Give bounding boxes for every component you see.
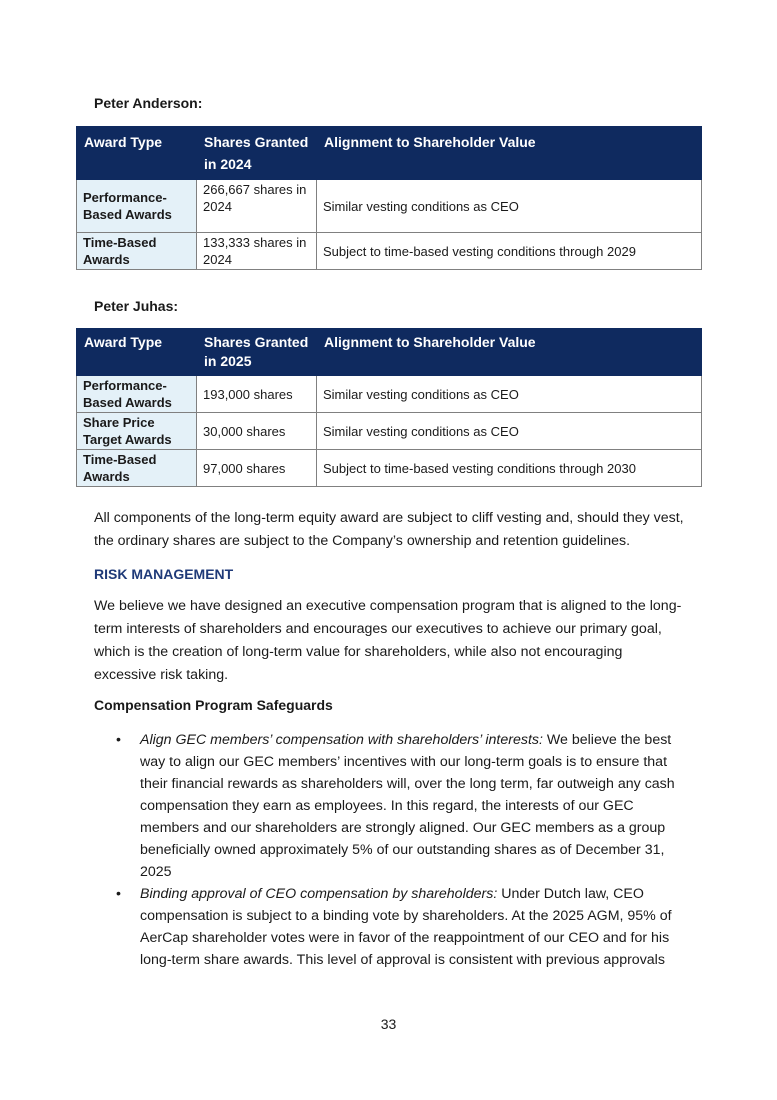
award-type-cell: Share Price Target Awards xyxy=(77,413,197,450)
alignment-cell: Subject to time-based vesting conditions through 2029 xyxy=(317,233,702,270)
shares-cell: 133,333 shares in 2024 xyxy=(197,233,317,270)
alignment-cell: Similar vesting conditions as CEO xyxy=(317,413,702,450)
alignment-cell: Subject to time-based vesting conditions through 2030 xyxy=(317,450,702,487)
award-type-cell: Performance-Based Awards xyxy=(77,376,197,413)
alignment-cell: Similar vesting conditions as CEO xyxy=(317,180,702,233)
risk-paragraph: We believe we have designed an executive compensation program that is aligned to the long-term interests of shareholders and encourages our executives to achieve our primary goal, which is the creation of long-term value for shareholders, while also not encouraging excessive risk taking. xyxy=(94,598,682,683)
award-type-cell: Performance-Based Awards xyxy=(77,180,197,233)
page-number: 33 xyxy=(380,1016,397,1032)
juhas-heading: Peter Juhas: xyxy=(94,298,179,314)
bullet-text: We believe the best way to align our GEC members’ incentives with our long-term goals is to ensure that their financial rewards as shareholders will, over the long term, far outweigh any cash compensation they earn as employees. In this regard, the interests of our GEC members and our shareholders are strongly aligned. Our GEC members as a group beneficially owned approximately 5% of our outstanding shares as of December 31, 2025 xyxy=(140,732,675,880)
bullet-lead: Align GEC members’ compensation with shareholders’ interests: xyxy=(140,732,543,748)
bullet-icon: • xyxy=(116,886,121,902)
bullet-text: Under Dutch law, CEO compensation is subject to a binding vote by shareholders. At the 2025 AGM, 95% of AerCap shareholder votes were in favor of the reappointment of our CEO and for his long-term share awards. This level of approval is consistent with previous approvals xyxy=(140,886,672,968)
bullet-item xyxy=(116,883,684,971)
bullet-lead: Binding approval of CEO compensation by shareholders: xyxy=(140,886,498,902)
table-row xyxy=(77,413,702,450)
table-header-row xyxy=(77,127,702,180)
header-award-type: Award Type xyxy=(77,329,197,376)
juhas-awards-table xyxy=(76,328,702,487)
table-row xyxy=(77,180,702,233)
table-row xyxy=(77,376,702,413)
award-type-cell: Time-Based Awards xyxy=(77,450,197,487)
bullet-item xyxy=(116,729,684,883)
shares-cell: 30,000 shares xyxy=(197,413,317,450)
shares-cell: 266,667 shares in 2024 xyxy=(197,180,317,233)
award-type-cell: Time-Based Awards xyxy=(77,233,197,270)
risk-management-title: RISK MANAGEMENT xyxy=(94,566,234,582)
header-alignment: Alignment to Shareholder Value xyxy=(317,329,702,376)
table-header-row xyxy=(77,329,702,376)
header-award-type: Award Type xyxy=(77,127,197,180)
shares-cell: 97,000 shares xyxy=(197,450,317,487)
alignment-cell: Similar vesting conditions as CEO xyxy=(317,376,702,413)
header-alignment: Alignment to Shareholder Value xyxy=(317,127,702,180)
header-shares-granted: Shares Granted in 2025 xyxy=(197,329,317,376)
shares-cell: 193,000 shares xyxy=(197,376,317,413)
table-row xyxy=(77,233,702,270)
anderson-awards-table xyxy=(76,126,702,270)
safeguards-title: Compensation Program Safeguards xyxy=(94,697,333,713)
table-row xyxy=(77,450,702,487)
bullet-icon: • xyxy=(116,732,121,748)
anderson-heading: Peter Anderson: xyxy=(94,95,203,111)
vesting-paragraph: All components of the long-term equity award are subject to cliff vesting and, should they vest, the ordinary shares are subject to the Company’s ownership and retention guidelines. xyxy=(94,510,684,549)
header-shares-granted: Shares Granted in 2024 xyxy=(197,127,317,180)
